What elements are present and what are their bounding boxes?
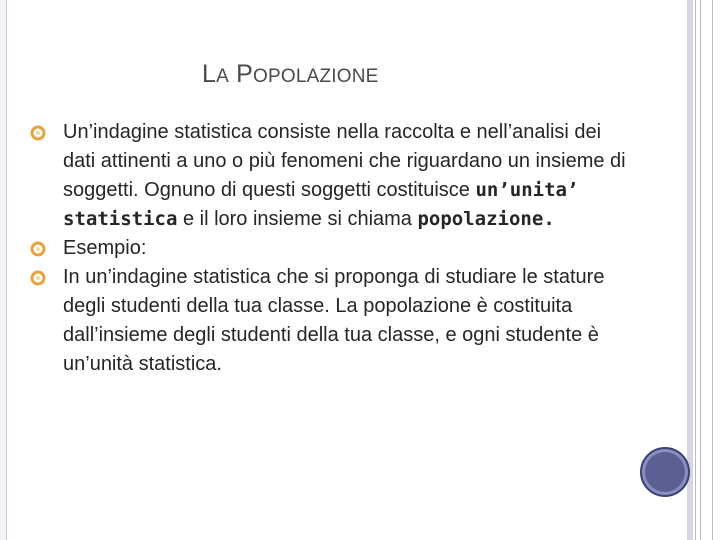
rail-line — [712, 0, 713, 540]
title-second-rest: OPOLAZIONE — [253, 66, 379, 87]
bullet-text: In un’indagine statistica che si proponga di studiare le stature degli studenti della tua classe. La popolazione è costituita dall’insieme degli studenti della tua classe, e ogni studente è un’unità statistica. — [63, 266, 605, 375]
title-first-cap: L — [202, 60, 217, 88]
list-item — [30, 263, 630, 379]
bullet-text: Esempio: — [63, 237, 147, 259]
ring-bullet-icon — [30, 241, 46, 257]
right-decoration — [682, 0, 720, 540]
list-item — [30, 234, 630, 263]
term-statistical-unit: un’unita’ statistica — [63, 179, 579, 230]
bullet-text: e il loro insieme si chiama — [177, 208, 418, 230]
decorative-circle — [640, 447, 690, 497]
left-border — [0, 0, 7, 540]
title-first-rest: A — [216, 66, 229, 87]
bullet-text: Un’indagine statistica consiste nella raccolta e nell’analisi dei dati attinenti a uno o più fenomeni che riguardano un insieme di soggetti. Ognuno di questi soggetti costituisce — [63, 121, 626, 201]
ring-bullet-icon — [30, 270, 46, 286]
rail-line — [695, 0, 696, 540]
rail-band — [687, 0, 693, 540]
ring-bullet-icon — [30, 125, 46, 141]
rail-line — [700, 0, 701, 540]
term-population: popolazione. — [417, 208, 555, 230]
list-item — [30, 118, 630, 234]
title-second-cap: P — [236, 60, 254, 88]
slide-title — [202, 60, 379, 89]
bullet-list — [30, 118, 630, 379]
